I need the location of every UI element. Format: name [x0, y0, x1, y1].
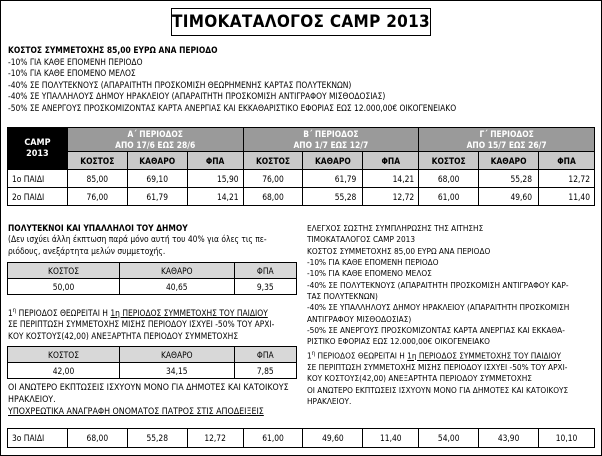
table-cell: 40,65	[120, 279, 235, 295]
employees-note: ριόδους, ανεξάρτητα μελών συμμετοχής.	[8, 245, 166, 256]
employees-heading: ΠΟΛΥΤΕΚΝΟΙ ΚΑΙ ΥΠΑΛΛΗΛΟΙ ΤΟΥ ΔΗΜΟΥ	[8, 223, 188, 233]
column-header: ΚΟΣΤΟΣ	[67, 152, 127, 170]
table-cell: 76,00	[67, 188, 127, 206]
table-cell: 12,72	[187, 429, 243, 448]
column-header: ΚΑΘΑΡΟ	[120, 263, 235, 279]
intro-line: -10% ΓΙΑ ΚΑΘΕ ΕΠΟΜΕΝΗ ΠΕΡΙΟΔΟ	[8, 56, 143, 67]
column-header: ΚΟΣΤΟΣ	[8, 347, 120, 363]
check-line: ΡΙΣΤΙΚΟ ΕΦΟΡΙΑΣ ΕΩΣ 12.000,00€ ΟΙΚΟΓΕΝΕΙΑΚΟ	[307, 336, 490, 347]
half-period-rule: ΣΕ ΠΕΡΙΠΤΩΣΗ ΣΥΜΜΕΤΟΧΗΣ ΜΙΣΗΣ ΠΕΡΙΟΔΟΥ ΙΣΧΥΕΙ -50% ΤΟΥ ΑΡΧΙ-	[8, 319, 275, 330]
column-header: ΚΑΘΑΡΟ	[479, 152, 539, 170]
employees-price-table	[7, 262, 297, 295]
table-cell: 61,79	[127, 188, 187, 206]
column-header: ΦΠΑ	[234, 263, 296, 279]
check-line: ΚΟΥ ΚΟΣΤΟΥΣ(42,00) ΑΝΕΞΑΡΤΗΤΑ ΠΕΡΙΟΔΟΥ ΣΥΜΜΕΤΟΧΗΣ	[307, 373, 532, 384]
table-cell: 9,35	[234, 279, 296, 295]
table-cell: 61,79	[303, 170, 363, 188]
column-header: ΚΑΘΑΡΟ	[127, 152, 187, 170]
table-cell: 50,00	[8, 279, 120, 295]
column-header: ΦΠΑ	[539, 152, 595, 170]
table-cell: 15,90	[187, 170, 243, 188]
intro-line: -10% ΓΙΑ ΚΑΘΕ ΕΠΟΜΕΝΟ ΜΕΛΟΣ	[8, 68, 136, 79]
discount-note: ΟΙ ΑΝΩΤΕΡΟ ΕΚΠΤΩΣΕΙΣ ΙΣΧΥΟΥΝ ΜΟΝΟ ΓΙΑ ΔΗΜΟΤΕΣ ΚΑΙ ΚΑΤΟΙΚΟΥΣ	[8, 383, 289, 393]
column-header: ΚΑΘΑΡΟ	[120, 347, 235, 363]
application-check-block	[307, 223, 599, 407]
period-c-header: Γ΄ ΠΕΡΙΟΔΟΣ ΑΠΟ 15/7 ΕΩΣ 26/7	[419, 128, 595, 152]
employees-block	[8, 223, 300, 257]
table-cell: 12,72	[539, 170, 595, 188]
employees-note: (Δεν ισχύει άλλη έκπτωση παρά μόνο αυτή του 40% για όλες τις πε-	[8, 234, 267, 245]
table-cell: 12,72	[363, 188, 419, 206]
check-line: -40% ΣΕ ΠΟΛΥΤΕΚΝΟΥΣ (ΑΠΑΡΑΙΤΗΤΗ ΠΡΟΣΚΟΜΙΣΗ ΑΝΤΙΓΡΑΦΟΥ ΚΑΡ-	[307, 279, 569, 290]
father-name-note: ΥΠΟΧΡΕΩΤΙΚΑ ΑΝΑΓΡΑΦΗ ΟΝΟΜΑΤΟΣ ΠΑΤΡΟΣ ΣΤΙΣ ΑΠΟΔΕΙΞΕΙΣ	[8, 407, 264, 417]
intro-line: -40% ΣΕ ΠΟΛΥΤΕΚΝΟΥΣ (ΑΠΑΡΑΙΤΗΤΗ ΠΡΟΣΚΟΜΙΣΗ ΘΕΩΡΗΜΕΝΗΣ ΚΑΡΤΑΣ ΠΟΛΥΤΕΚΝΩΝ)	[8, 79, 352, 90]
period-b-header: Β΄ ΠΕΡΙΟΔΟΣ ΑΠΟ 1/7 ΕΩΣ 12/7	[243, 128, 419, 152]
table-cell: 68,00	[67, 429, 127, 448]
page-title: ΤΙΜΟΚΑΤΑΛΟΓΟΣ CAMP 2013	[171, 8, 431, 36]
column-header: ΚΑΘΑΡΟ	[303, 152, 363, 170]
check-line: -10% ΓΙΑ ΚΑΘΕ ΕΠΟΜΕΝΗ ΠΕΡΙΟΔΟ	[307, 257, 439, 268]
check-line: -50% ΣΕ ΑΝΕΡΓΟΥΣ ΠΡΟΣΚΟΜΙΖΟΝΤΑΣ ΚΑΡΤΑ ΑΝΕΡΓΙΑΣ ΚΑΙ ΕΚΚΑΘΑ-	[307, 325, 565, 336]
column-header: ΚΟΣΤΟΣ	[419, 152, 479, 170]
table-row	[8, 188, 595, 206]
intro-block	[8, 45, 456, 115]
check-line: ΤΙΜΟΚΑΤΑΛΟΓΟΣ CAMP 2013	[307, 234, 416, 245]
intro-heading: ΚΟΣΤΟΣ ΣΥΜΜΕΤΟΧΗΣ 85,00 ΕΥΡΩ ΑΝΑ ΠΕΡΙΟΔΟ	[8, 45, 218, 55]
check-line: ΑΝΤΙΓΡΑΦΟΥ ΜΙΣΘΟΔΟΣΙΑΣ)	[307, 313, 412, 324]
table-cell: 34,15	[120, 363, 235, 379]
table-cell: 54,00	[419, 429, 479, 448]
table-cell: 69,10	[127, 170, 187, 188]
column-header: ΦΠΑ	[187, 152, 243, 170]
table-cell: 61,00	[419, 188, 479, 206]
table-cell: 43,90	[479, 429, 539, 448]
check-line: ΕΛΕΓΧΟΣ ΣΩΣΤΗΣ ΣΥΜΠΛΗΡΩΣΗΣ ΤΗΣ ΑΙΤΗΣΗΣ	[307, 223, 484, 233]
column-header: ΚΟΣΤΟΣ	[8, 263, 120, 279]
table-cell: 11,40	[363, 429, 419, 448]
table-cell: 55,28	[303, 188, 363, 206]
half-period-price-table	[7, 346, 297, 379]
main-price-table	[7, 127, 595, 206]
table-cell: 14,21	[363, 170, 419, 188]
column-header: ΚΟΣΤΟΣ	[243, 152, 303, 170]
table-cell: 55,28	[479, 170, 539, 188]
check-line: -10% ΓΙΑ ΚΑΘΕ ΕΠΟΜΕΝΟ ΜΕΛΟΣ	[307, 268, 432, 279]
row-label: 3ο ΠΑΙΔΙ	[8, 429, 68, 448]
third-child-table	[7, 428, 595, 448]
table-cell: 7,85	[234, 363, 296, 379]
table-cell: 76,00	[243, 170, 303, 188]
table-row	[8, 429, 595, 448]
row-label: 2ο ΠΑΙΔΙ	[8, 188, 68, 206]
table-cell: 49,60	[303, 429, 363, 448]
first-period-rule: $1^\eta$ ΠΕΡΙΟΔΟΣ ΘΕΩΡΕΙΤΑΙ Η 1η ΠΕΡΙΟΔΟΣ ΣΥΜΜΕΤΟΧΗΣ ΤΟΥ ΠΑΙΔΙΟΥ	[8, 307, 268, 318]
column-header: ΦΠΑ	[363, 152, 419, 170]
intro-line: -40% ΣΕ ΥΠΑΛΛΗΛΟΥΣ ΔΗΜΟΥ ΗΡΑΚΛΕΙΟΥ (ΑΠΑΡΑΙΤΗΤΗ ΠΡΟΣΚΟΜΙΣΗ ΑΝΤΙΓΡΑΦΟΥ ΜΙΣΘΟΔΟΣΙΑΣ)	[8, 91, 386, 102]
intro-line: -50% ΣΕ ΑΝΕΡΓΟΥΣ ΠΡΟΣΚΟΜΙΖΟΝΤΑΣ ΚΑΡΤΑ ΑΝΕΡΓΙΑΣ ΚΑΙ ΕΚΚΑΘΑΡΙΣΤΙΚΟ ΕΦΟΡΙΑΣ ΕΩΣ 12.000,00€ ΟΙΚΟΓΕΝΕΙΑΚΟ	[8, 102, 457, 113]
check-line: -40% ΣΕ ΥΠΑΛΛΗΛΟΥΣ ΔΗΜΟΥ ΗΡΑΚΛΕΙΟΥ (ΑΠΑΡΑΙΤΗΤΗ ΠΡΟΣΚΟΜΙΣΗ	[307, 302, 570, 313]
table-cell: 61,00	[243, 429, 303, 448]
table-cell: 85,00	[67, 170, 127, 188]
table-cell: 42,00	[8, 363, 120, 379]
table-cell: 55,28	[127, 429, 187, 448]
table-cell: 49,60	[479, 188, 539, 206]
discount-note: ΗΡΑΚΛΕΙΟΥ.	[8, 395, 56, 405]
table-cell: 14,21	[187, 188, 243, 206]
row-label: 1ο ΠΑΙΔΙ	[8, 170, 68, 188]
discount-notes	[8, 382, 300, 418]
table-cell: 10,10	[539, 429, 595, 448]
check-line: ΗΡΑΚΛΕΙΟΥ.	[307, 395, 352, 406]
period-a-header: Α΄ ΠΕΡΙΟΔΟΣ ΑΠΟ 17/6 ΕΩΣ 28/6	[67, 128, 243, 152]
check-line: ΚΟΣΤΟΣ ΣΥΜΜΕΤΟΧΗΣ 85,00 ΕΥΡΩ ΑΝΑ ΠΕΡΙΟΔΟ	[307, 245, 491, 256]
check-first-period-rule: $1^\eta$ ΠΕΡΙΟΔΟΣ ΘΕΩΡΕΙΤΑΙ Η 1η ΠΕΡΙΟΔΟΣ ΣΥΜΜΕΤΟΧΗΣ ΤΟΥ ΠΑΙΔΙΟΥ	[307, 349, 562, 361]
column-header: ΦΠΑ	[234, 347, 296, 363]
check-line: ΟΙ ΑΝΩΤΕΡΟ ΕΚΠΤΩΣΕΙΣ ΙΣΧΥΟΥΝ ΜΟΝΟ ΓΙΑ ΔΗΜΟΤΕΣ ΚΑΙ ΚΑΤΟΙΚΟΥΣ	[307, 384, 569, 395]
half-period-rule: ΚΟΥ ΚΟΣΤΟΥΣ(42,00) ΑΝΕΞΑΡΤΗΤΑ ΠΕΡΙΟΔΟΥ ΣΥΜΜΕΤΟΧΗΣ	[8, 330, 239, 341]
check-line: ΤΑΣ ΠΟΛΥΤΕΚΝΩΝ)	[307, 291, 378, 302]
table-cell: 68,00	[243, 188, 303, 206]
table-cell: 11,40	[539, 188, 595, 206]
check-line: ΣΕ ΠΕΡΙΠΤΩΣΗ ΣΥΜΜΕΤΟΧΗΣ ΜΙΣΗΣ ΠΕΡΙΟΔΟΥ ΙΣΧΥΕΙ -50% ΤΟΥ ΑΡΧΙ-	[307, 361, 568, 372]
table-row	[8, 170, 595, 188]
camp-label: CAMP 2013	[8, 128, 68, 170]
half-period-text	[8, 305, 300, 342]
table-cell: 68,00	[419, 170, 479, 188]
